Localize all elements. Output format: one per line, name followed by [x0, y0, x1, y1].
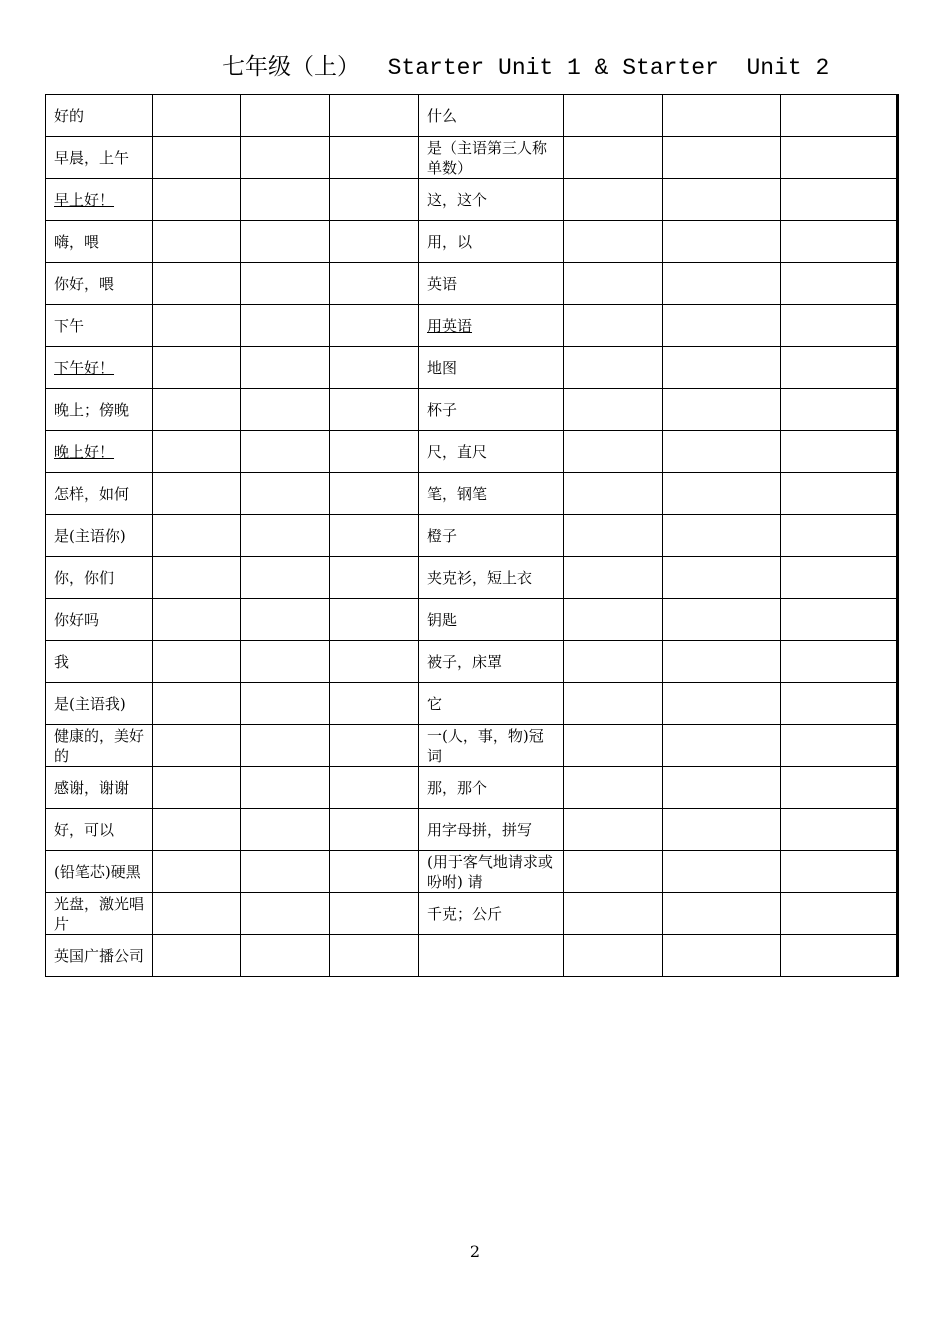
- vocab-right-text: 钥匙: [427, 610, 458, 629]
- blank-answer-cell-5[interactable]: [663, 641, 781, 683]
- blank-answer-cell-6[interactable]: [781, 95, 898, 137]
- vocab-left-text: 健康的，美好的: [54, 726, 145, 765]
- table-row: [46, 305, 898, 347]
- vocab-right-text: 千克；公斤: [427, 904, 503, 923]
- blank-answer-cell-2[interactable]: [241, 767, 330, 809]
- vocab-left-cell: [46, 809, 153, 851]
- blank-answer-cell-5[interactable]: [663, 515, 781, 557]
- blank-answer-cell-4[interactable]: [564, 767, 663, 809]
- blank-answer-cell-3[interactable]: [330, 473, 419, 515]
- table-row: [46, 725, 898, 767]
- vocab-left-cell: [46, 935, 153, 977]
- blank-answer-cell-1[interactable]: [153, 137, 241, 179]
- vocab-right-cell: [419, 683, 564, 725]
- vocab-right-cell: [419, 221, 564, 263]
- blank-answer-cell-5[interactable]: [663, 389, 781, 431]
- blank-answer-cell-1[interactable]: [153, 683, 241, 725]
- blank-answer-cell-6[interactable]: [781, 221, 898, 263]
- title-chinese: 七年级（上）: [222, 54, 360, 80]
- blank-answer-cell-5[interactable]: [663, 725, 781, 767]
- blank-answer-cell-4[interactable]: [564, 95, 663, 137]
- blank-answer-cell-1[interactable]: [153, 599, 241, 641]
- vocab-left-cell: [46, 137, 153, 179]
- vocab-left-cell: [46, 389, 153, 431]
- vocab-right-cell: [419, 641, 564, 683]
- blank-answer-cell-4[interactable]: [564, 473, 663, 515]
- vocab-left-text: 晚上好！: [54, 442, 115, 461]
- blank-answer-cell-6[interactable]: [781, 515, 898, 557]
- blank-answer-cell-6[interactable]: [781, 851, 898, 893]
- blank-answer-cell-6[interactable]: [781, 473, 898, 515]
- vocab-left-cell: [46, 263, 153, 305]
- blank-answer-cell-5[interactable]: [663, 137, 781, 179]
- blank-answer-cell-6[interactable]: [781, 599, 898, 641]
- vocab-left-cell: [46, 515, 153, 557]
- blank-answer-cell-2[interactable]: [241, 473, 330, 515]
- blank-answer-cell-2[interactable]: [241, 641, 330, 683]
- blank-answer-cell-1[interactable]: [153, 851, 241, 893]
- blank-answer-cell-6[interactable]: [781, 557, 898, 599]
- vocab-left-cell: [46, 725, 153, 767]
- blank-answer-cell-1[interactable]: [153, 725, 241, 767]
- blank-answer-cell-4[interactable]: [564, 851, 663, 893]
- vocab-right-cell: [419, 515, 564, 557]
- blank-answer-cell-6[interactable]: [781, 305, 898, 347]
- vocab-left-cell: [46, 95, 153, 137]
- vocab-right-cell: [419, 767, 564, 809]
- blank-answer-cell-3[interactable]: [330, 725, 419, 767]
- vocab-left-text: 是(主语我): [54, 694, 126, 713]
- blank-answer-cell-1[interactable]: [153, 347, 241, 389]
- blank-answer-cell-2[interactable]: [241, 347, 330, 389]
- blank-answer-cell-5[interactable]: [663, 809, 781, 851]
- blank-answer-cell-3[interactable]: [330, 221, 419, 263]
- vocab-left-text: 晚上；傍晚: [54, 400, 130, 419]
- vocab-right-cell: [419, 599, 564, 641]
- blank-answer-cell-2[interactable]: [241, 431, 330, 473]
- blank-answer-cell-4[interactable]: [564, 725, 663, 767]
- blank-answer-cell-3[interactable]: [330, 935, 419, 977]
- blank-answer-cell-3[interactable]: [330, 851, 419, 893]
- blank-answer-cell-2[interactable]: [241, 221, 330, 263]
- blank-answer-cell-2[interactable]: [241, 179, 330, 221]
- blank-answer-cell-3[interactable]: [330, 389, 419, 431]
- blank-answer-cell-2[interactable]: [241, 557, 330, 599]
- vocab-left-cell: [46, 431, 153, 473]
- vocab-left-cell: [46, 221, 153, 263]
- table-row: [46, 851, 898, 893]
- vocab-left-text: 怎样，如何: [54, 484, 130, 503]
- table-row: [46, 431, 898, 473]
- page-number: 2: [469, 1242, 481, 1261]
- blank-answer-cell-6[interactable]: [781, 137, 898, 179]
- table-row: [46, 641, 898, 683]
- blank-answer-cell-2[interactable]: [241, 305, 330, 347]
- vocab-left-text: 你，你们: [54, 568, 115, 587]
- vocab-left-text: 下午好！: [54, 358, 115, 377]
- blank-answer-cell-4[interactable]: [564, 431, 663, 473]
- blank-answer-cell-2[interactable]: [241, 851, 330, 893]
- blank-answer-cell-6[interactable]: [781, 683, 898, 725]
- vocab-left-text: (铅笔芯)硬黑: [54, 862, 141, 881]
- vocab-left-text: 好，可以: [54, 820, 115, 839]
- blank-answer-cell-1[interactable]: [153, 893, 241, 935]
- blank-answer-cell-3[interactable]: [330, 347, 419, 389]
- vocab-right-cell: [419, 179, 564, 221]
- blank-answer-cell-4[interactable]: [564, 683, 663, 725]
- blank-answer-cell-5[interactable]: [663, 935, 781, 977]
- blank-answer-cell-6[interactable]: [781, 347, 898, 389]
- vocab-right-text: 笔，钢笔: [427, 484, 488, 503]
- blank-answer-cell-1[interactable]: [153, 473, 241, 515]
- blank-answer-cell-2[interactable]: [241, 725, 330, 767]
- blank-answer-cell-5[interactable]: [663, 95, 781, 137]
- blank-answer-cell-2[interactable]: [241, 683, 330, 725]
- vocab-right-text: 杯子: [427, 400, 458, 419]
- vocab-right-cell: [419, 347, 564, 389]
- vocab-left-cell: [46, 473, 153, 515]
- blank-answer-cell-3[interactable]: [330, 767, 419, 809]
- vocab-left-cell: [46, 179, 153, 221]
- vocab-right-text: 尺，直尺: [427, 442, 488, 461]
- vocab-right-cell: [419, 95, 564, 137]
- blank-answer-cell-4[interactable]: [564, 347, 663, 389]
- blank-answer-cell-1[interactable]: [153, 557, 241, 599]
- vocab-right-text: 它: [427, 694, 443, 713]
- blank-answer-cell-4[interactable]: [564, 389, 663, 431]
- vocab-right-text: 用，以: [427, 232, 473, 251]
- blank-answer-cell-4[interactable]: [564, 935, 663, 977]
- vocab-left-text: 光盘，激光唱片: [54, 894, 145, 933]
- blank-answer-cell-4[interactable]: [564, 263, 663, 305]
- blank-answer-cell-3[interactable]: [330, 641, 419, 683]
- blank-answer-cell-6[interactable]: [781, 641, 898, 683]
- blank-answer-cell-5[interactable]: [663, 599, 781, 641]
- blank-answer-cell-5[interactable]: [663, 305, 781, 347]
- table-row: [46, 473, 898, 515]
- table-row: [46, 515, 898, 557]
- blank-answer-cell-2[interactable]: [241, 809, 330, 851]
- blank-answer-cell-1[interactable]: [153, 179, 241, 221]
- vocab-right-text: 橙子: [427, 526, 458, 545]
- table-row: [46, 389, 898, 431]
- vocab-left-text: 嗨，喂: [54, 232, 100, 251]
- blank-answer-cell-4[interactable]: [564, 515, 663, 557]
- vocab-right-cell: [419, 557, 564, 599]
- vocab-right-cell: [419, 809, 564, 851]
- blank-answer-cell-3[interactable]: [330, 893, 419, 935]
- blank-answer-cell-1[interactable]: [153, 305, 241, 347]
- blank-answer-cell-6[interactable]: [781, 809, 898, 851]
- vocab-left-text: 是(主语你): [54, 526, 126, 545]
- blank-answer-cell-5[interactable]: [663, 851, 781, 893]
- blank-answer-cell-1[interactable]: [153, 935, 241, 977]
- table-row: [46, 179, 898, 221]
- blank-answer-cell-2[interactable]: [241, 935, 330, 977]
- table-row: [46, 347, 898, 389]
- table-row: [46, 95, 898, 137]
- blank-answer-cell-2[interactable]: [241, 515, 330, 557]
- blank-answer-cell-3[interactable]: [330, 515, 419, 557]
- vocab-right-text: 什么: [427, 106, 458, 125]
- blank-answer-cell-1[interactable]: [153, 809, 241, 851]
- blank-answer-cell-1[interactable]: [153, 515, 241, 557]
- vocab-right-text: (用于客气地请求或吩咐) 请: [427, 852, 553, 891]
- table-row: [46, 893, 898, 935]
- vocab-left-cell: [46, 557, 153, 599]
- blank-answer-cell-4[interactable]: [564, 599, 663, 641]
- blank-answer-cell-5[interactable]: [663, 347, 781, 389]
- vocab-right-cell: [419, 263, 564, 305]
- blank-answer-cell-2[interactable]: [241, 893, 330, 935]
- vocab-left-cell: [46, 851, 153, 893]
- blank-answer-cell-2[interactable]: [241, 599, 330, 641]
- vocab-left-cell: [46, 599, 153, 641]
- vocab-right-cell: [419, 389, 564, 431]
- blank-answer-cell-6[interactable]: [781, 263, 898, 305]
- vocab-right-cell: [419, 137, 564, 179]
- blank-answer-cell-4[interactable]: [564, 557, 663, 599]
- blank-answer-cell-4[interactable]: [564, 179, 663, 221]
- blank-answer-cell-3[interactable]: [330, 305, 419, 347]
- vocab-right-cell: [419, 305, 564, 347]
- blank-answer-cell-3[interactable]: [330, 179, 419, 221]
- vocab-right-text: 这，这个: [427, 190, 488, 209]
- blank-answer-cell-3[interactable]: [330, 809, 419, 851]
- vocab-right-text: 被子，床罩: [427, 652, 503, 671]
- blank-answer-cell-3[interactable]: [330, 599, 419, 641]
- vocab-right-cell: [419, 935, 564, 977]
- blank-answer-cell-5[interactable]: [663, 767, 781, 809]
- table-row: [46, 221, 898, 263]
- table-row: [46, 263, 898, 305]
- vocab-left-cell: [46, 683, 153, 725]
- vocab-right-cell: [419, 473, 564, 515]
- blank-answer-cell-4[interactable]: [564, 809, 663, 851]
- vocab-left-text: 早晨，上午: [54, 148, 130, 167]
- page-title: [222, 48, 829, 81]
- vocab-left-text: 你好，喂: [54, 274, 115, 293]
- vocab-right-cell: [419, 725, 564, 767]
- blank-answer-cell-3[interactable]: [330, 263, 419, 305]
- blank-answer-cell-5[interactable]: [663, 431, 781, 473]
- blank-answer-cell-2[interactable]: [241, 263, 330, 305]
- blank-answer-cell-4[interactable]: [564, 641, 663, 683]
- blank-answer-cell-3[interactable]: [330, 683, 419, 725]
- blank-answer-cell-4[interactable]: [564, 221, 663, 263]
- table-row: [46, 809, 898, 851]
- vocab-right-text: 那，那个: [427, 778, 488, 797]
- table-row: [46, 683, 898, 725]
- vocabulary-table: [45, 94, 899, 977]
- blank-answer-cell-3[interactable]: [330, 431, 419, 473]
- vocab-right-text: 用字母拼，拼写: [427, 820, 533, 839]
- vocab-left-text: 你好吗: [54, 610, 100, 629]
- blank-answer-cell-6[interactable]: [781, 389, 898, 431]
- blank-answer-cell-5[interactable]: [663, 893, 781, 935]
- blank-answer-cell-1[interactable]: [153, 641, 241, 683]
- vocab-left-text: 感谢，谢谢: [54, 778, 130, 797]
- vocab-left-text: 我: [54, 652, 70, 671]
- vocab-right-text: 一(人，事，物)冠词: [427, 726, 544, 765]
- vocab-left-text: 好的: [54, 106, 85, 125]
- table-row: [46, 599, 898, 641]
- title-english: Starter Unit 1 & Starter Unit 2: [360, 55, 830, 81]
- blank-answer-cell-6[interactable]: [781, 179, 898, 221]
- blank-answer-cell-5[interactable]: [663, 179, 781, 221]
- blank-answer-cell-5[interactable]: [663, 263, 781, 305]
- vocab-left-cell: [46, 767, 153, 809]
- blank-answer-cell-4[interactable]: [564, 893, 663, 935]
- vocab-right-text: 地图: [427, 358, 458, 377]
- vocab-left-cell: [46, 305, 153, 347]
- blank-answer-cell-6[interactable]: [781, 893, 898, 935]
- blank-answer-cell-1[interactable]: [153, 431, 241, 473]
- blank-answer-cell-5[interactable]: [663, 557, 781, 599]
- blank-answer-cell-5[interactable]: [663, 683, 781, 725]
- blank-answer-cell-3[interactable]: [330, 137, 419, 179]
- vocabulary-table-body: [46, 95, 898, 977]
- blank-answer-cell-1[interactable]: [153, 95, 241, 137]
- blank-answer-cell-6[interactable]: [781, 431, 898, 473]
- blank-answer-cell-2[interactable]: [241, 95, 330, 137]
- vocab-left-text: 早上好！: [54, 190, 115, 209]
- blank-answer-cell-6[interactable]: [781, 935, 898, 977]
- blank-answer-cell-1[interactable]: [153, 389, 241, 431]
- vocab-right-text: 夹克衫，短上衣: [427, 568, 533, 587]
- vocab-right-text: 英语: [427, 274, 458, 293]
- vocab-left-text: 英国广播公司: [54, 946, 145, 965]
- blank-answer-cell-1[interactable]: [153, 221, 241, 263]
- vocab-left-cell: [46, 641, 153, 683]
- blank-answer-cell-6[interactable]: [781, 725, 898, 767]
- blank-answer-cell-4[interactable]: [564, 305, 663, 347]
- blank-answer-cell-6[interactable]: [781, 767, 898, 809]
- blank-answer-cell-5[interactable]: [663, 221, 781, 263]
- blank-answer-cell-2[interactable]: [241, 137, 330, 179]
- blank-answer-cell-3[interactable]: [330, 557, 419, 599]
- blank-answer-cell-1[interactable]: [153, 767, 241, 809]
- table-row: [46, 935, 898, 977]
- table-row: [46, 137, 898, 179]
- table-row: [46, 767, 898, 809]
- table-row: [46, 557, 898, 599]
- vocab-right-cell: [419, 851, 564, 893]
- vocab-right-cell: [419, 893, 564, 935]
- blank-answer-cell-2[interactable]: [241, 389, 330, 431]
- vocab-left-text: 下午: [54, 316, 85, 335]
- vocab-left-cell: [46, 893, 153, 935]
- vocab-right-cell: [419, 431, 564, 473]
- blank-answer-cell-5[interactable]: [663, 473, 781, 515]
- blank-answer-cell-1[interactable]: [153, 263, 241, 305]
- vocab-right-text: 是（主语第三人称单数）: [427, 138, 548, 177]
- blank-answer-cell-3[interactable]: [330, 95, 419, 137]
- vocab-right-text: 用英语: [427, 316, 473, 335]
- vocab-left-cell: [46, 347, 153, 389]
- blank-answer-cell-4[interactable]: [564, 137, 663, 179]
